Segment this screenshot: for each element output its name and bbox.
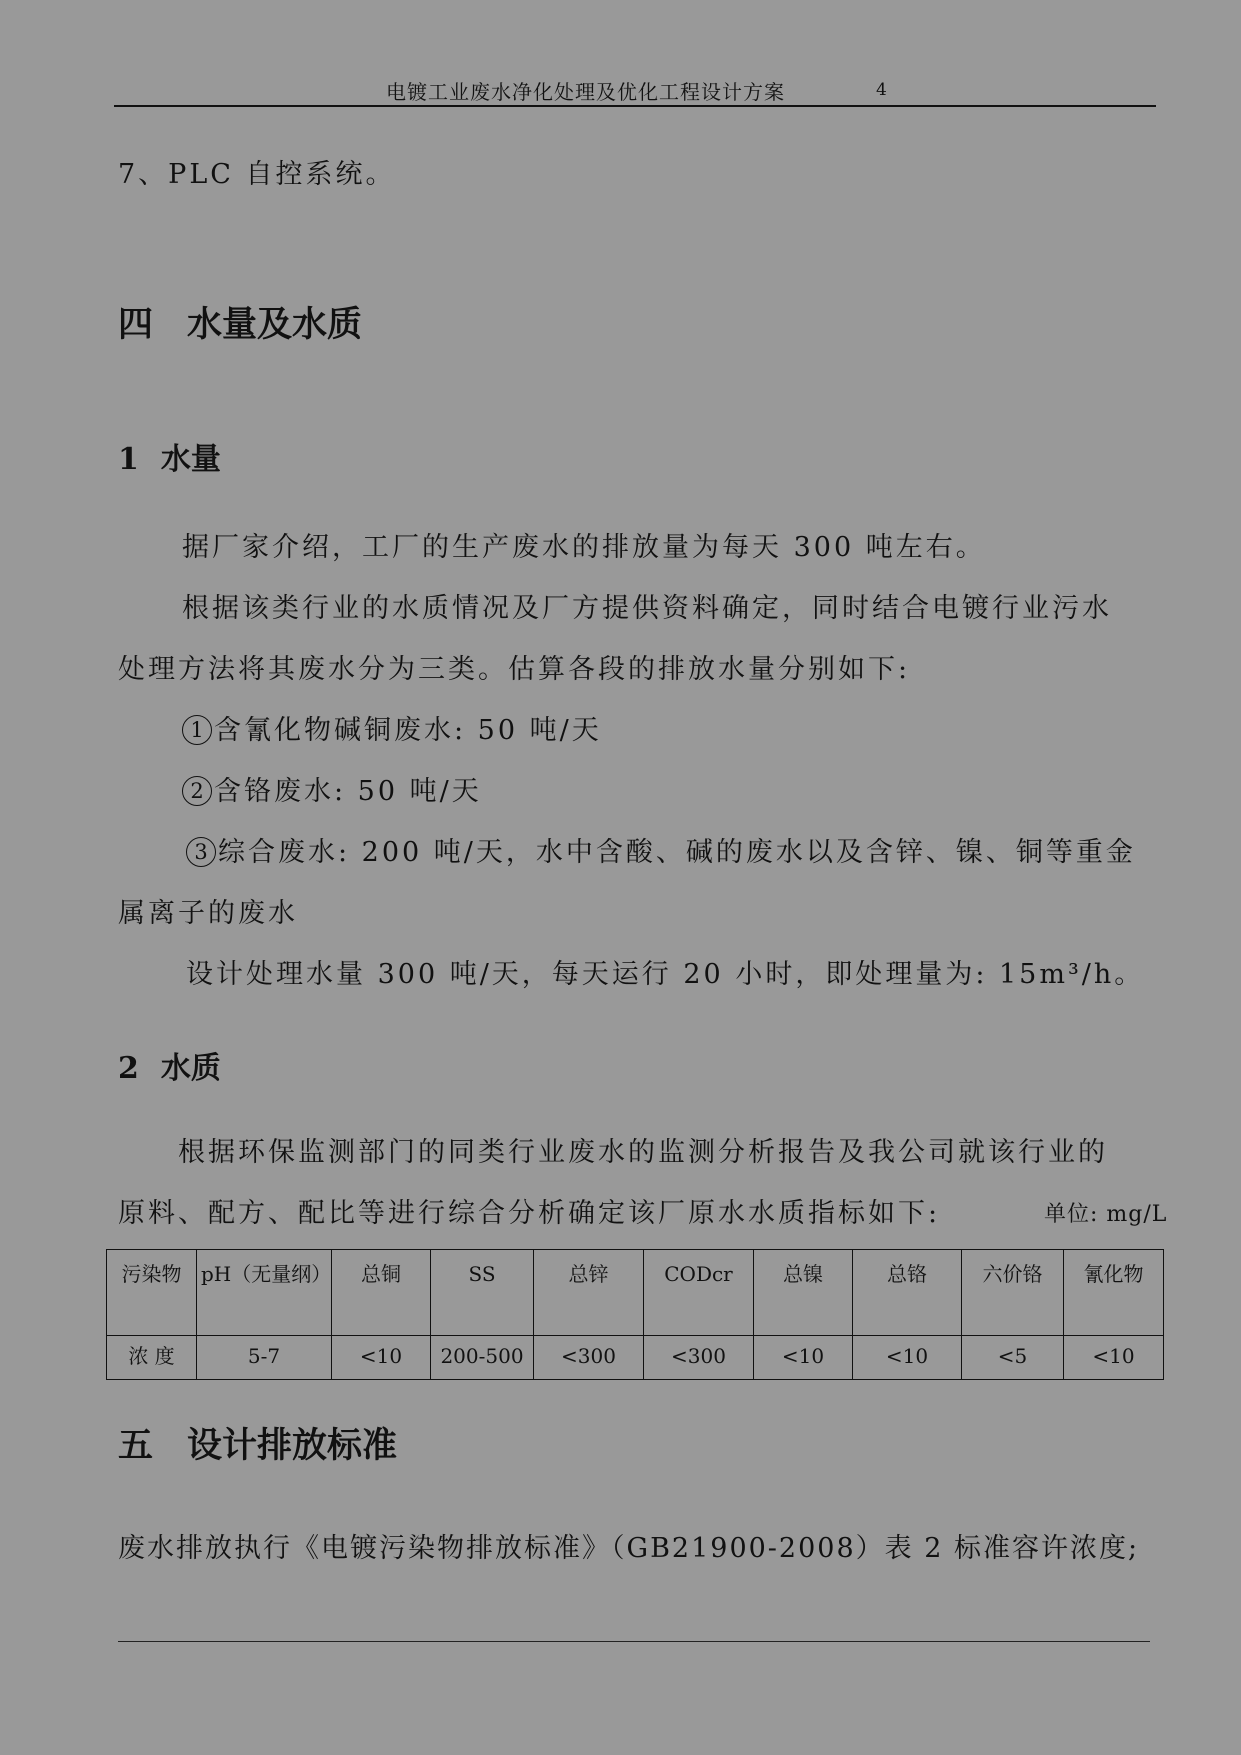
subsection-1-title: 水量	[160, 442, 221, 477]
table-header-cell: 污染物	[107, 1250, 197, 1336]
paragraph-design-capacity: 设计处理水量 300 吨/天，每天运行 20 小时，即处理量为: 15m³/h。	[186, 959, 1145, 990]
section-5-number: 五	[118, 1425, 154, 1466]
page-number: 4	[876, 80, 887, 100]
paragraph-classification-line1: 根据该类行业的水质情况及厂方提供资料确定，同时结合电镀行业污水	[182, 593, 1112, 624]
list-item-2	[182, 769, 482, 808]
paragraph-discharge-volume: 据厂家介绍，工厂的生产废水的排放量为每天 300 吨左右。	[182, 532, 986, 563]
table-cell: <10	[1064, 1336, 1164, 1380]
section-5-heading	[118, 1418, 397, 1468]
unit-label: 单位: mg/L	[1044, 1202, 1168, 1227]
table-cell: <300	[534, 1336, 644, 1380]
circled-number-2: 2	[182, 776, 212, 806]
running-title: 电镀工业废水净化处理及优化工程设计方案	[386, 80, 785, 104]
table-cell: 200-500	[431, 1336, 534, 1380]
circled-number-3: 3	[186, 837, 216, 867]
paragraph-classification-line2: 处理方法将其废水分为三类。估算各段的排放水量分别如下:	[118, 654, 911, 685]
paragraph-water-quality-line1: 根据环保监测部门的同类行业废水的监测分析报告及我公司就该行业的	[178, 1137, 1108, 1168]
list-item-1-text: 含氰化物碱铜废水: 50 吨/天	[214, 715, 602, 746]
table-header-cell: 六价铬	[962, 1250, 1064, 1336]
table-header-cell: 总铜	[332, 1250, 431, 1336]
list-item-2-text: 含铬废水: 50 吨/天	[214, 776, 482, 807]
list-item-3	[186, 830, 1136, 869]
subsection-2-number: 2	[118, 1051, 139, 1086]
table-cell: <10	[332, 1336, 431, 1380]
table-cell: <5	[962, 1336, 1064, 1380]
paragraph-discharge-standard: 废水排放执行《电镀污染物排放标准》（GB21900-2008）表 2 标准容许浓度;	[118, 1533, 1140, 1564]
water-quality-table	[106, 1249, 1164, 1380]
table-cell: <10	[754, 1336, 853, 1380]
table-header-cell: 氰化物	[1064, 1250, 1164, 1336]
section-4-number: 四	[118, 304, 154, 345]
subsection-1-number: 1	[118, 442, 139, 477]
table-cell: <10	[853, 1336, 962, 1380]
circled-number-1: 1	[182, 715, 212, 745]
table-header-cell: 总镍	[754, 1250, 853, 1336]
table-header-cell: 总铬	[853, 1250, 962, 1336]
section-4-title: 水量及水质	[187, 304, 363, 345]
header-rule	[114, 105, 1156, 107]
list-item-3-text: 综合废水: 200 吨/天，水中含酸、碱的废水以及含锌、镍、铜等重金	[218, 837, 1136, 868]
footer-rule	[118, 1641, 1150, 1642]
table-header-cell: SS	[431, 1250, 534, 1336]
paragraph-water-quality-line2: 原料、配方、配比等进行综合分析确定该厂原水水质指标如下:	[118, 1198, 941, 1229]
list-item-3-continuation: 属离子的废水	[118, 898, 298, 929]
subsection-1-heading	[118, 434, 221, 478]
table-header-cell: CODcr	[644, 1250, 754, 1336]
section-4-heading	[118, 297, 362, 347]
table-cell: <300	[644, 1336, 754, 1380]
subsection-2-title: 水质	[160, 1051, 221, 1086]
table-row	[107, 1336, 1164, 1380]
subsection-2-heading	[118, 1043, 221, 1087]
table-row-label: 浓 度	[107, 1336, 197, 1380]
table-header-row	[107, 1250, 1164, 1336]
table-header-cell: pH（无量纲）	[197, 1250, 332, 1336]
table-cell: 5-7	[197, 1336, 332, 1380]
section-5-title: 设计排放标准	[187, 1425, 398, 1466]
item-7-text: 7、PLC 自控系统。	[118, 159, 396, 190]
list-item-1	[182, 708, 602, 747]
table-header-cell: 总锌	[534, 1250, 644, 1336]
